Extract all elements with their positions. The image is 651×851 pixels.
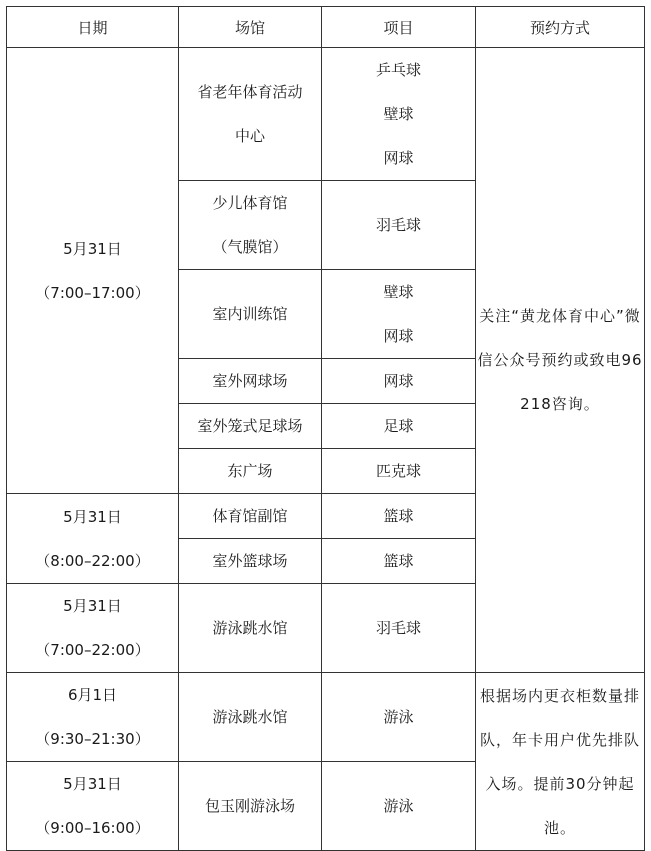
item-name: 羽毛球 (375, 619, 421, 637)
table-row (7, 673, 645, 762)
venue-cell (179, 673, 322, 762)
time-text: （7:00–22:00） (35, 641, 150, 659)
header-row (7, 7, 645, 48)
item-name: 篮球 (383, 507, 414, 525)
item-name: 网球 (383, 327, 414, 345)
header-item: 项目 (322, 7, 476, 48)
item-name: 网球 (383, 372, 414, 390)
venue-name: （气膜馆） (212, 238, 288, 256)
venue-cell (179, 359, 322, 404)
item-cell (322, 270, 476, 359)
venue-cell (179, 270, 322, 359)
item-cell (322, 449, 476, 494)
time-text: （8:00–22:00） (35, 551, 150, 570)
time-text: （7:00–17:00） (35, 283, 150, 302)
item-name: 壁球 (383, 105, 414, 123)
item-name: 匹克球 (375, 462, 421, 480)
venue-name: 包玉刚游泳场 (204, 797, 295, 815)
date-cell (7, 673, 179, 762)
item-cell (322, 48, 476, 181)
date-text: 5月31日 (63, 507, 122, 526)
header-booking: 预约方式 (476, 7, 645, 48)
venue-name: 省老年体育活动 (197, 83, 303, 101)
item-name: 网球 (383, 149, 414, 167)
venue-name: 游泳跳水馆 (212, 708, 288, 726)
date-cell (7, 48, 179, 494)
date-text: 5月31日 (63, 597, 122, 615)
venue-name: 游泳跳水馆 (212, 619, 288, 637)
venue-name: 室外笼式足球场 (197, 417, 303, 435)
item-name: 乒乓球 (375, 61, 421, 79)
venue-cell (179, 762, 322, 851)
date-text: 5月31日 (63, 775, 122, 793)
header-date: 日期 (7, 7, 179, 48)
venue-cell (179, 404, 322, 449)
venue-name: 室外篮球场 (212, 552, 288, 570)
item-cell (322, 673, 476, 762)
time-text: （9:00–16:00） (35, 819, 150, 837)
item-cell (322, 584, 476, 673)
item-cell (322, 494, 476, 539)
venue-cell (179, 494, 322, 539)
schedule-table (6, 6, 645, 851)
item-name: 游泳 (383, 797, 414, 815)
header-venue: 场馆 (179, 7, 322, 48)
booking-text: 关注“黄龙体育中心”微信公众号预约或致电96218咨询。 (477, 307, 643, 413)
item-cell (322, 539, 476, 584)
venue-name: 东广场 (227, 462, 273, 480)
venue-cell (179, 584, 322, 673)
venue-name: 体育馆副馆 (212, 507, 288, 525)
item-cell (322, 359, 476, 404)
date-cell (7, 494, 179, 584)
booking-cell (476, 48, 645, 673)
venue-cell (179, 48, 322, 181)
venue-cell (179, 181, 322, 270)
table-row (7, 48, 645, 181)
booking-text: 根据场内更衣柜数量排队，年卡用户优先排队入场。提前30分钟起池。 (479, 686, 640, 837)
date-cell (7, 762, 179, 851)
date-text: 6月1日 (67, 686, 118, 704)
item-name: 羽毛球 (375, 216, 421, 234)
date-cell (7, 584, 179, 673)
item-name: 足球 (383, 417, 414, 435)
venue-cell (179, 449, 322, 494)
venue-name: 室外网球场 (212, 372, 288, 390)
date-text: 5月31日 (63, 239, 122, 258)
time-text: （9:30–21:30） (35, 730, 150, 748)
venue-name: 中心 (234, 127, 265, 145)
booking-cell (476, 673, 645, 851)
venue-name: 室内训练馆 (212, 305, 288, 323)
venue-name: 少儿体育馆 (212, 194, 288, 212)
venue-cell (179, 539, 322, 584)
item-cell (322, 762, 476, 851)
item-name: 壁球 (383, 283, 414, 301)
item-cell (322, 404, 476, 449)
item-cell (322, 181, 476, 270)
item-name: 篮球 (383, 552, 414, 570)
item-name: 游泳 (383, 708, 414, 726)
